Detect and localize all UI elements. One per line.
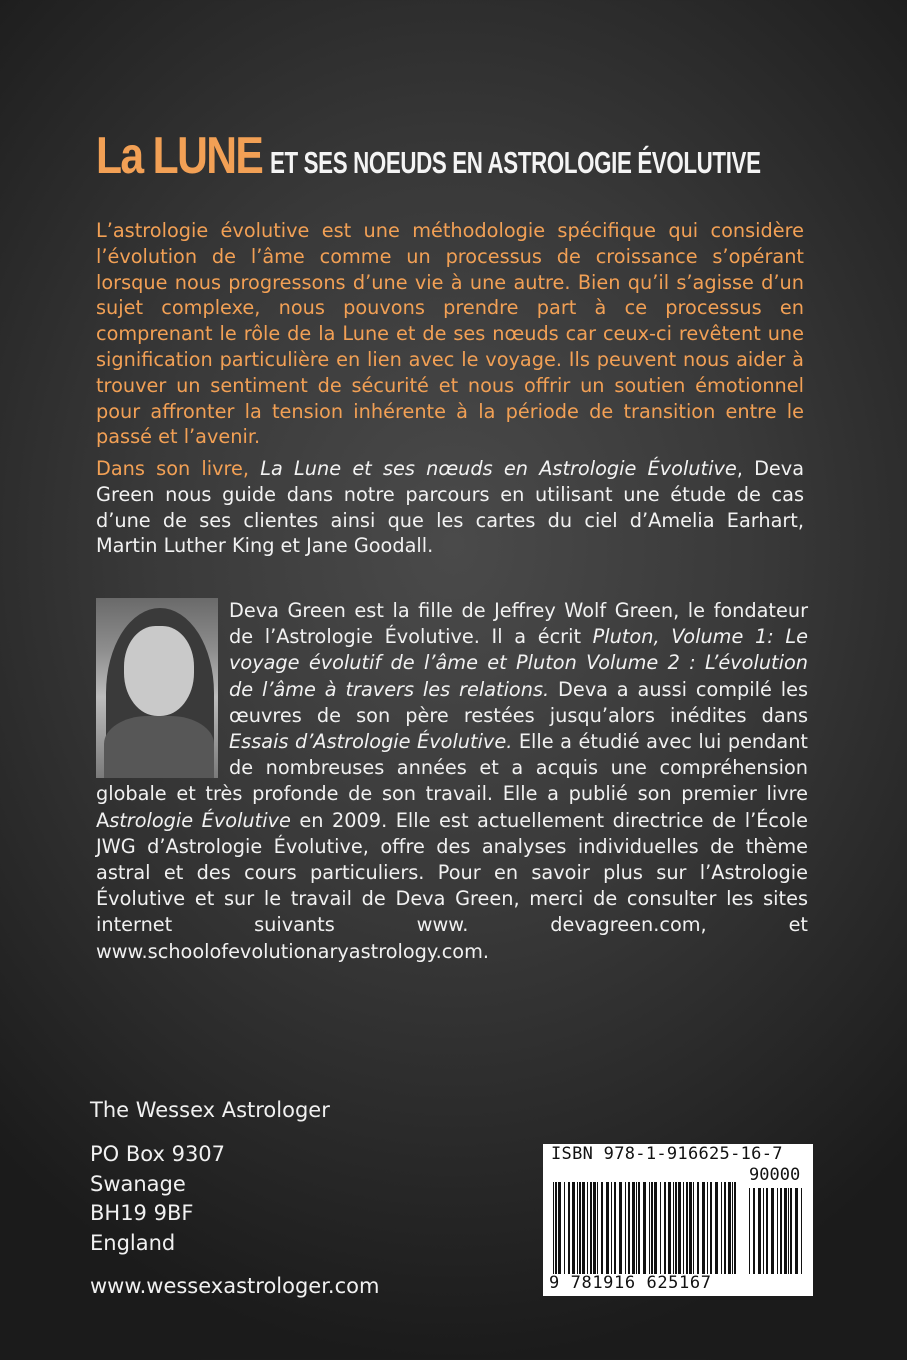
- address-line: Swanage: [90, 1171, 186, 1196]
- blurb-paragraph-2: [96, 456, 804, 559]
- bio-d: Essais d’Astrologie Évolutive.: [229, 730, 513, 754]
- blurb-2-pre: Dans son livre,: [96, 457, 261, 480]
- ean-bars: [553, 1182, 739, 1274]
- title-subtitle: ET SES NOEUDS EN ASTROLOGIE ÉVOLUTIVE: [270, 145, 761, 180]
- author-bio: [96, 598, 808, 965]
- book-title: [96, 126, 816, 196]
- title-main: La LUNE: [96, 127, 263, 185]
- bio-e: Elle a étudié avec lui pendant de nombreuses années et a acquis une compréhension globale et très profonde de son travail. Elle a publié son premier livre A: [96, 730, 808, 832]
- address-line: BH19 9BF: [90, 1201, 194, 1225]
- publisher-name: The Wessex Astrologer: [90, 1098, 330, 1122]
- bio-a: Deva Green est la fille de Jeffrey Wolf Green, le fondateur de l’Astrologie Évolutive. Il a écrit: [229, 599, 808, 649]
- address-line: England: [90, 1230, 176, 1255]
- addon-bars: [749, 1188, 803, 1274]
- bio-f: strologie Évolutive: [109, 808, 291, 832]
- blurb-2-book-title: La Lune et ses nœuds en Astrologie Évolutive: [260, 457, 737, 480]
- isbn-barcode: [543, 1144, 813, 1296]
- blurb-paragraph-1: L’astrologie évolutive est une méthodologie spécifique qui considère l’évolution de l’âme comme un processus de croissance s’opérant lorsque nous progressons d’une vie à une autre. Bien qu’il s’agisse d’un sujet complexe, nous pouvons prendre part à ce processus en comprenant le rôle de la Lune et de ses nœuds car ceux-ci revêtent une signification particulière en lien avec le voyage. Ils peuvent nous aider à trouver un sentiment de sécurité et nous offrir un soutien émotionnel pour affronter la tension inhérente à la période de transition entre le passé et l’avenir.: [96, 219, 804, 449]
- address-line: PO Box 9307: [90, 1142, 226, 1166]
- publisher-website: www.wessexastrologer.com: [90, 1274, 380, 1298]
- bio-c: Deva a aussi compilé les œuvres de son père restées jusqu’alors inédites dans: [229, 677, 808, 727]
- blurb-2-post: , Deva Green nous guide dans notre parcours en utilisant une étude de cas d’une de ses clientes ainsi que les cartes du ciel d’Amelia Earhart, Martin Luther King et Jane Goodall.: [96, 457, 805, 558]
- bio-b: Pluton, Volume 1: Le voyage évolutif de l’âme et Pluton Volume 2 : L’évolution de l’âme à travers les relations.: [229, 625, 808, 701]
- bio-g: en 2009. Elle est actuellement directrice de l’École JWG d’Astrologie Évolutive, offre des analyses individuelles de thème astral et des cours particuliers. Pour en savoir plus sur l’Astrologie Évolutive et sur le travail de Deva Green, merci de consulter les sites internet suivants www. devagreen.com, et www.schoolofevolutionaryastrology.com.: [96, 808, 808, 963]
- ean-digits: 9 781916 625167: [549, 1273, 712, 1293]
- price-code: 90000: [749, 1165, 801, 1185]
- isbn-number: ISBN 978-1-916625-16-7: [551, 1144, 783, 1164]
- publisher-address: [90, 1140, 225, 1258]
